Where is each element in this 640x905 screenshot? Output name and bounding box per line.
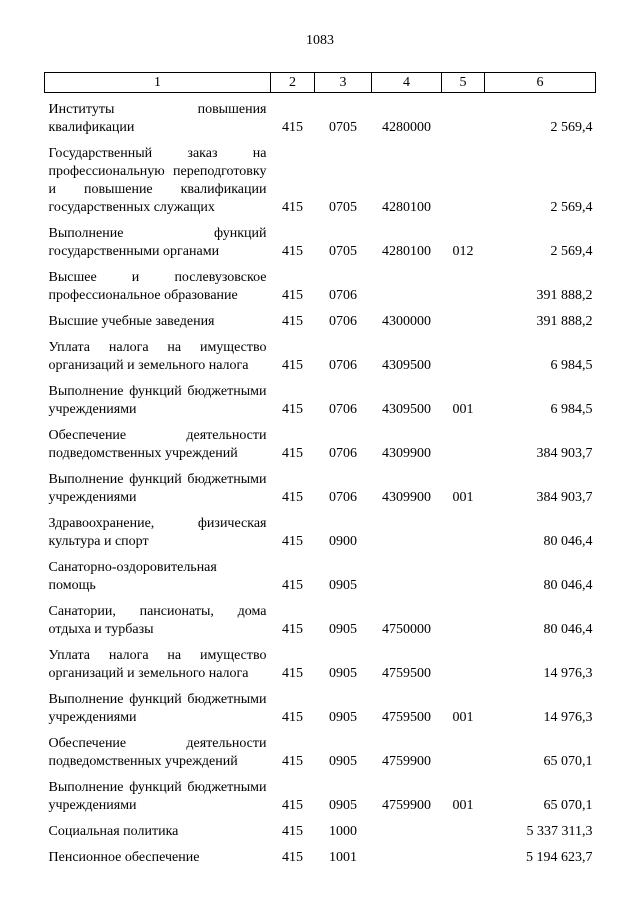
table-row: [45, 815, 596, 841]
row-col-4: 4280100: [382, 244, 431, 259]
row-amount: 80 046,4: [543, 578, 593, 593]
row-col-2: 415: [282, 754, 303, 769]
row-col-4: 4759500: [382, 710, 431, 725]
header-col-3: 3: [315, 73, 372, 93]
row-name: Санаторно-оздоровительная помощь: [48, 560, 217, 593]
row-col-2: 415: [282, 244, 303, 259]
row-name: Обеспечение деятельности подведомственных учреждений: [48, 736, 267, 769]
header-col-6: 6: [485, 73, 596, 93]
row-col-5: [442, 137, 485, 217]
table-row: [45, 841, 596, 867]
row-col-5: [442, 639, 485, 683]
row-col-3: 1000: [329, 824, 357, 839]
row-col-5: 001: [452, 710, 474, 725]
row-col-2: 415: [282, 358, 303, 373]
row-amount: 2 569,4: [550, 120, 593, 135]
row-col-2: 415: [282, 402, 303, 417]
row-col-5: [442, 815, 485, 841]
row-col-4: 4759900: [382, 798, 431, 813]
row-col-5: [442, 331, 485, 375]
row-col-2: 415: [282, 288, 303, 303]
row-col-5: 001: [452, 798, 474, 813]
row-amount: 6 984,5: [550, 402, 593, 417]
table-row: [45, 261, 596, 305]
row-col-4: [372, 815, 442, 841]
row-col-4: [372, 841, 442, 867]
row-amount: 384 903,7: [536, 490, 593, 505]
row-col-3: 0905: [329, 666, 357, 681]
row-col-5: 012: [452, 244, 474, 259]
row-col-3: 0905: [329, 622, 357, 637]
row-name: Выполнение функций бюджетными учреждениями: [48, 780, 267, 813]
row-name: Выполнение функций бюджетными учреждениями: [48, 384, 267, 417]
row-col-2: 415: [282, 120, 303, 135]
table-row: [45, 463, 596, 507]
row-name: Государственный заказ на профессиональную переподготовку и повышение квалификации государственных служащих: [48, 146, 267, 215]
row-col-3: 1001: [329, 850, 357, 865]
row-name: Высшее и послевузовское профессиональное образование: [48, 270, 267, 303]
row-col-3: 0706: [329, 288, 357, 303]
row-amount: 80 046,4: [543, 622, 593, 637]
table-header: [45, 73, 596, 93]
row-amount: 391 888,2: [536, 288, 593, 303]
row-col-4: 4309500: [382, 402, 431, 417]
row-col-5: [442, 841, 485, 867]
row-amount: 391 888,2: [536, 314, 593, 329]
row-col-5: 001: [452, 402, 474, 417]
row-col-3: 0905: [329, 798, 357, 813]
row-col-5: [442, 261, 485, 305]
row-amount: 6 984,5: [550, 358, 593, 373]
table-row: [45, 331, 596, 375]
row-col-3: 0706: [329, 314, 357, 329]
row-col-4: 4280100: [382, 200, 431, 215]
row-col-4: 4300000: [382, 314, 431, 329]
row-amount: 65 070,1: [543, 798, 593, 813]
table-row: [45, 375, 596, 419]
row-col-5: [442, 551, 485, 595]
row-name: Санатории, пансионаты, дома отдыха и турбазы: [48, 604, 267, 637]
row-amount: 14 976,3: [543, 666, 593, 681]
row-amount: 384 903,7: [536, 446, 593, 461]
row-name: Высшие учебные заведения: [48, 314, 215, 329]
row-col-4: [372, 261, 442, 305]
row-col-4: [372, 551, 442, 595]
header-col-4: 4: [372, 73, 442, 93]
row-col-4: 4309900: [382, 446, 431, 461]
row-col-3: 0905: [329, 578, 357, 593]
header-col-2: 2: [271, 73, 315, 93]
row-col-4: 4750000: [382, 622, 431, 637]
row-col-2: 415: [282, 666, 303, 681]
row-col-3: 0905: [329, 754, 357, 769]
table-row: [45, 137, 596, 217]
budget-table: [44, 72, 596, 867]
row-col-4: 4309500: [382, 358, 431, 373]
row-name: Пенсионное обеспечение: [48, 850, 200, 865]
row-col-4: 4280000: [382, 120, 431, 135]
row-col-5: [442, 595, 485, 639]
table-row: [45, 305, 596, 331]
row-col-3: 0706: [329, 490, 357, 505]
row-col-3: 0705: [329, 120, 357, 135]
row-col-5: [442, 727, 485, 771]
row-col-3: 0706: [329, 446, 357, 461]
header-row: [45, 73, 596, 93]
table-row: [45, 419, 596, 463]
table-row: [45, 93, 596, 138]
row-name: Выполнение функций бюджетными учреждениями: [48, 472, 267, 505]
row-name: Социальная политика: [48, 824, 179, 839]
table-row: [45, 683, 596, 727]
row-col-3: 0705: [329, 244, 357, 259]
row-col-2: 415: [282, 824, 303, 839]
row-col-3: 0705: [329, 200, 357, 215]
row-col-5: [442, 507, 485, 551]
row-col-3: 0706: [329, 358, 357, 373]
row-name: Уплата налога на имущество организаций и земельного налога: [48, 340, 267, 373]
table-row: [45, 217, 596, 261]
table-row: [45, 639, 596, 683]
header-col-1: 1: [45, 73, 271, 93]
table-row: [45, 551, 596, 595]
row-name: Обеспечение деятельности подведомственных учреждений: [48, 428, 267, 461]
row-col-5: [442, 93, 485, 138]
row-col-2: 415: [282, 314, 303, 329]
row-col-3: 0900: [329, 534, 357, 549]
row-amount: 65 070,1: [543, 754, 593, 769]
row-amount: 2 569,4: [550, 200, 593, 215]
row-amount: 5 337 311,3: [526, 824, 593, 839]
row-col-4: 4309900: [382, 490, 431, 505]
row-col-5: [442, 419, 485, 463]
row-col-4: 4759900: [382, 754, 431, 769]
row-col-2: 415: [282, 200, 303, 215]
row-col-2: 415: [282, 578, 303, 593]
row-col-4: [372, 507, 442, 551]
table-row: [45, 727, 596, 771]
table-row: [45, 595, 596, 639]
row-col-2: 415: [282, 446, 303, 461]
row-name: Выполнение функций государственными органами: [48, 226, 267, 259]
row-col-2: 415: [282, 534, 303, 549]
row-col-4: 4759500: [382, 666, 431, 681]
table-body: [45, 93, 596, 868]
row-amount: 2 569,4: [550, 244, 593, 259]
table-row: [45, 507, 596, 551]
row-amount: 5 194 623,7: [526, 850, 593, 865]
row-col-2: 415: [282, 710, 303, 725]
table-row: [45, 771, 596, 815]
row-name: Уплата налога на имущество организаций и земельного налога: [48, 648, 267, 681]
row-col-3: 0905: [329, 710, 357, 725]
row-col-2: 415: [282, 490, 303, 505]
row-name: Выполнение функций бюджетными учреждениями: [48, 692, 267, 725]
row-col-2: 415: [282, 622, 303, 637]
row-amount: 80 046,4: [543, 534, 593, 549]
row-col-5: 001: [452, 490, 474, 505]
page-number: 1083: [306, 33, 334, 48]
row-amount: 14 976,3: [543, 710, 593, 725]
row-col-5: [442, 305, 485, 331]
row-name: Здравоохранение, физическая культура и спорт: [48, 516, 267, 549]
row-col-2: 415: [282, 850, 303, 865]
header-col-5: 5: [442, 73, 485, 93]
row-col-2: 415: [282, 798, 303, 813]
row-col-3: 0706: [329, 402, 357, 417]
row-name: Институты повышения квалификации: [48, 102, 267, 135]
